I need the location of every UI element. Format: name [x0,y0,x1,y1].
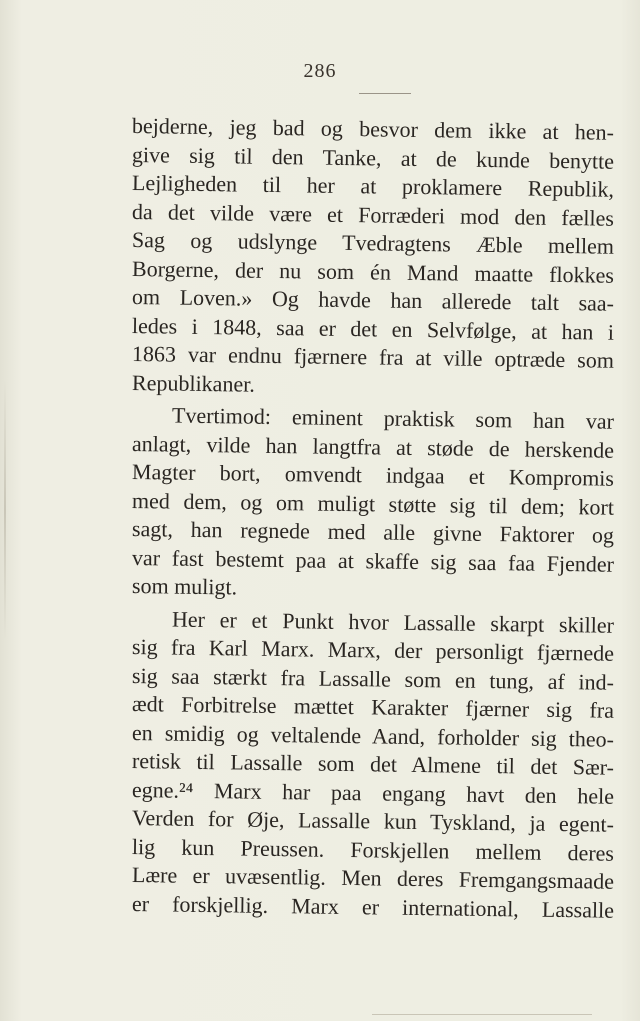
text-line: Verden for Øje, Lassalle kun Tyskland, ja egent- [131,805,615,837]
text-line: som muligt. [131,573,238,600]
page-number: 286 [303,60,337,82]
text-line: en smidig og veltalende Aand, forholder sig theo- [131,719,615,752]
text-line: Magter bort, omvendt indgaa et Kompromis [131,459,615,491]
text-line: Borgerne, der nu som én Mand maatte flokkes [131,255,615,288]
page-number-underline [359,93,411,94]
text-line: Tvertimod: eminent praktisk som han var [171,402,615,434]
text-line: lig kun Preussen. Forskjellen mellem deres [131,833,615,866]
text-line: Her er et Punkt hvor Lassalle skarpt skiller [171,606,615,638]
text-line: give sig til den Tanke, at de kunde benytte [131,141,615,174]
text-line: Republikaner. [131,369,255,397]
text-line: ledes i 1848, saa er det en Selvfølge, at han i [131,312,615,345]
text-line: 1863 var endnu fjærnere fra at ville optræde som [131,341,615,373]
text-line: retisk til Lassalle som det Almene til det Sær- [131,748,615,780]
text-line: om Loven.» Og havde han allerede talt saa- [131,284,615,316]
text-line: da det vilde være et Forræderi mod den fælles [131,198,615,231]
text-line: sagt, han regnede med alle givne Faktorer og [131,516,615,548]
text-line: med dem, og om muligt støtte sig til dem; kort [131,487,615,520]
bottom-edge-line [372,1014,592,1015]
text-line: anlagt, vilde han langtfra at støde de herskende [131,430,615,463]
text-line: Lære er uvæsentlig. Men deres Fremgangsmaade [131,862,615,894]
paragraph-1 [132,112,614,397]
text-line: ædt Forbitrelse mættet Karakter fjærner sig fra [131,691,615,723]
page-edge-shadow [4,380,6,640]
text-line: sig saa stærkt fra Lassalle som en tung, af ind- [131,662,615,695]
text-line: sig fra Karl Marx. Marx, der personligt fjærnede [131,634,615,666]
text-line: Sag og udslynge Tvedragtens Æble mellem [131,227,615,259]
text-line: bejderne, jeg bad og besvor dem ikke at hen- [131,113,615,145]
text-line: Lejligheden til her at proklamere Republik, [131,170,615,202]
text-line: var fast bestemt paa at skaffe sig saa faa Fjender [131,544,615,577]
text-line: egne.²⁴ Marx har paa engang havt den hele [131,776,615,809]
text-line: er forskjellig. Marx er international, Lassalle [131,890,615,923]
paragraph-2 [132,401,614,601]
paragraph-3 [131,605,615,923]
body-text [131,112,615,923]
